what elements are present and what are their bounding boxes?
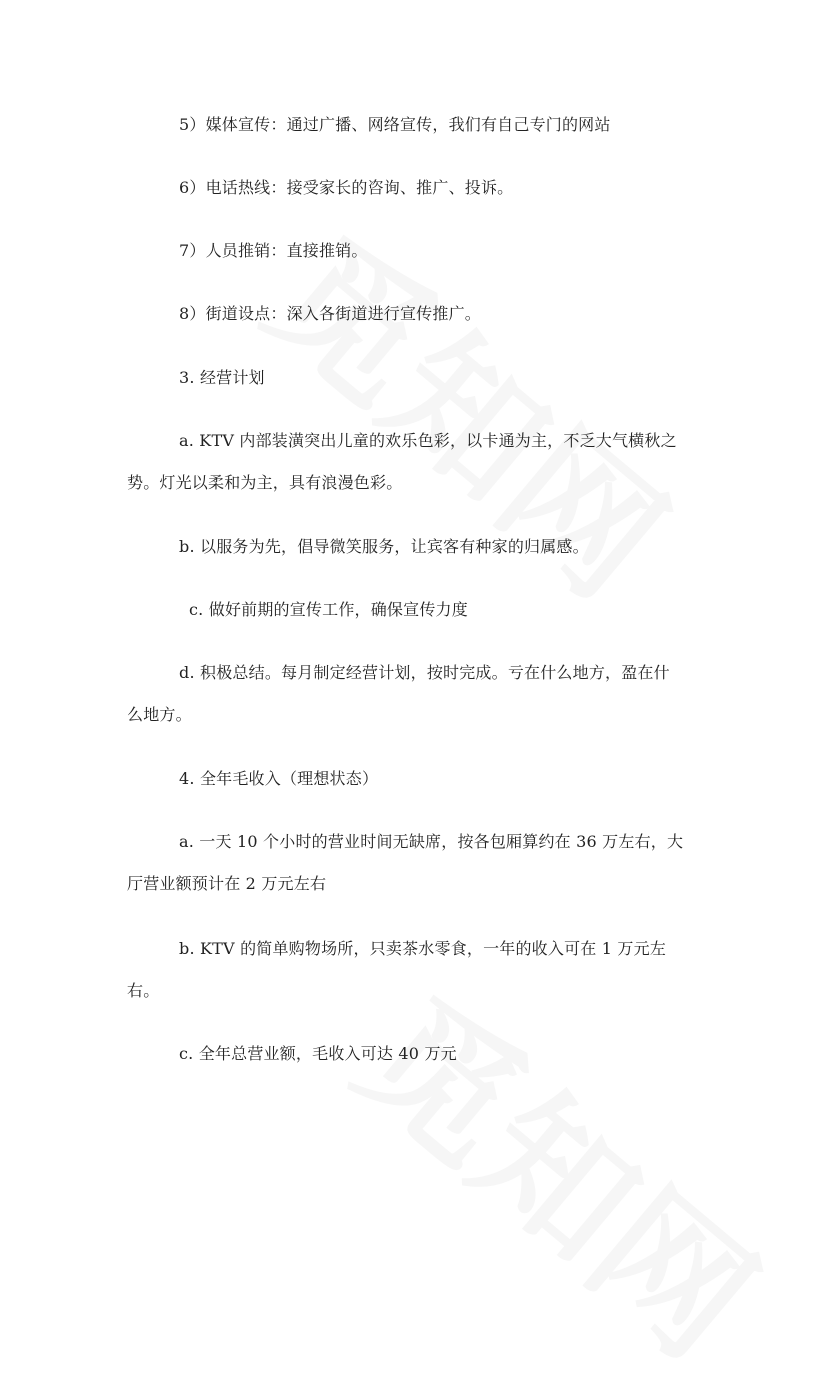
- paragraph-line: a. KTV 内部装潢突出儿童的欢乐色彩，以卡通为主，不乏大气横秋之: [179, 431, 677, 450]
- section-heading-business-plan: 3. 经营计划: [179, 368, 265, 387]
- paragraph-line: b. 以服务为先，倡导微笑服务，让宾客有种家的归属感。: [179, 537, 589, 556]
- paragraph-line: 厅营业额预计在 2 万元左右: [127, 874, 327, 893]
- paragraph-line: 么地方。: [127, 705, 192, 724]
- list-item-phone-hotline: 6）电话热线：接受家长的咨询、推广、投诉。: [179, 178, 514, 197]
- watermark-logo: [323, 941, 807, 1395]
- list-item-street-booths: 8）街道设点：深入各街道进行宣传推广。: [179, 304, 481, 323]
- paragraph-line: 势。灯光以柔和为主，具有浪漫色彩。: [127, 473, 403, 492]
- paragraph-line: d. 积极总结。每月制定经营计划，按时完成。亏在什么地方，盈在什: [179, 663, 670, 682]
- paragraph-line: c. 全年总营业额，毛收入可达 40 万元: [179, 1044, 457, 1063]
- paragraph-line: b. KTV 的简单购物场所，只卖茶水零食，一年的收入可在 1 万元左: [179, 939, 667, 958]
- list-item-personnel-sales: 7）人员推销：直接推销。: [179, 241, 368, 260]
- list-item-media-promotion: 5）媒体宣传：通过广播、网络宣传，我们有自己专门的网站: [179, 115, 611, 134]
- paragraph-line: 右。: [127, 981, 160, 1000]
- paragraph-line: c. 做好前期的宣传工作，确保宣传力度: [189, 600, 468, 619]
- section-heading-annual-income: 4. 全年毛收入（理想状态）: [179, 769, 379, 788]
- paragraph-line: a. 一天 10 个小时的营业时间无缺席，按各包厢算约在 36 万左右，大: [179, 832, 684, 851]
